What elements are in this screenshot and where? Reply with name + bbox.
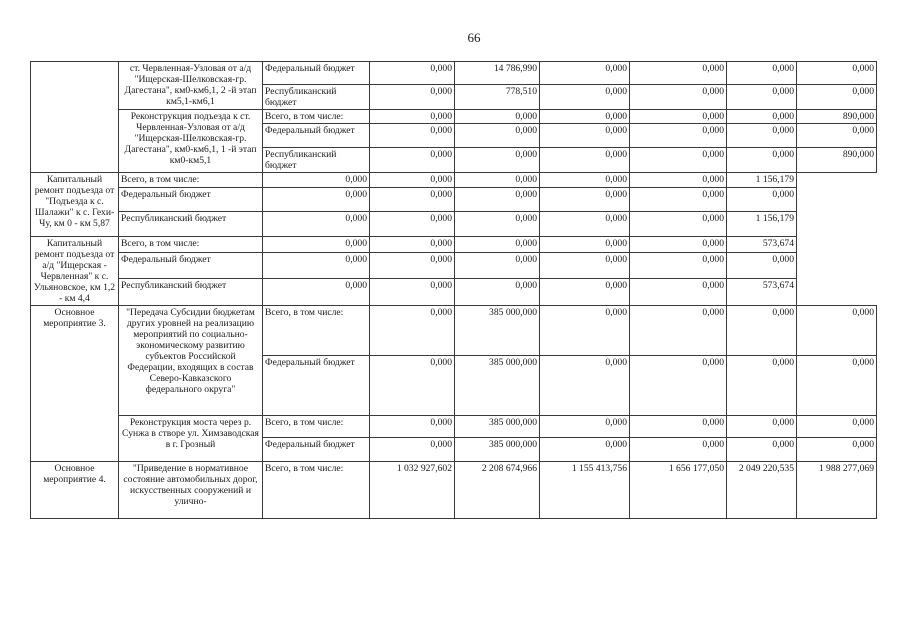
activity-name-cell: "Передача Субсидии бюджетам других уровней на реализацию мероприятий по социально-экономическому развитию субъектов Российской Федерации, входящих в состав Северо-Кавказского федерального округа" xyxy=(119,306,263,416)
funding-source-cell: Всего, в том числе: xyxy=(119,173,263,188)
funding-source-cell: Федеральный бюджет xyxy=(263,124,370,148)
value-col-2: 778,510 xyxy=(455,85,540,110)
value-col-2: 0,000 xyxy=(370,253,455,279)
funding-source-cell: Всего, в том числе: xyxy=(263,110,370,124)
value-col-1: 0,000 xyxy=(263,253,370,279)
value-col-4: 0,000 xyxy=(630,110,727,124)
value-col-4: 0,000 xyxy=(630,62,727,85)
funding-source-cell: Республиканский бюджет xyxy=(263,85,370,110)
value-col-4: 0,000 xyxy=(540,212,630,237)
value-col-1: 0,000 xyxy=(263,188,370,212)
funding-source-cell: Федеральный бюджет xyxy=(263,438,370,462)
value-col-3: 0,000 xyxy=(455,173,540,188)
value-col-6: 0,000 xyxy=(797,62,877,85)
value-col-4: 1 656 177,050 xyxy=(630,462,727,519)
value-col-5: 0,000 xyxy=(630,253,727,279)
activity-name-cell: "Приведение в нормативное состояние автомобильных дорог, искусственных сооружений и улично- xyxy=(119,462,263,519)
table-row xyxy=(31,110,877,124)
funding-source-cell: Всего, в том числе: xyxy=(263,416,370,438)
value-col-2: 0,000 xyxy=(455,124,540,148)
value-col-1: 0,000 xyxy=(370,148,455,173)
value-col-5: 2 049 220,535 xyxy=(727,462,797,519)
page-number: 66 xyxy=(467,30,481,45)
value-col-1: 0,000 xyxy=(263,279,370,306)
value-col-2: 0,000 xyxy=(370,212,455,237)
value-col-1: 1 032 927,602 xyxy=(370,462,455,519)
value-col-1: 0,000 xyxy=(370,124,455,148)
value-col-5: 0,000 xyxy=(727,124,797,148)
activity-name-cell: Капитальный ремонт подъезда от "Подъезда к с. Шалажи" к с. Гехи-Чу, км 0 - км 5,87 xyxy=(31,173,119,237)
value-col-3: 0,000 xyxy=(455,188,540,212)
value-col-3: 0,000 xyxy=(455,212,540,237)
funding-source-cell: Федеральный бюджет xyxy=(119,188,263,212)
value-col-5: 0,000 xyxy=(727,110,797,124)
activity-name-cell: Реконструкция подъезда к ст. Червленная-Узловая от а/д "Ищерская-Шелковская-гр. Дагестана", км0-км6,1, 1 -й этап км0-км5,1 xyxy=(119,110,263,173)
value-col-6: 0,000 xyxy=(797,416,877,438)
value-col-3: 0,000 xyxy=(455,279,540,306)
value-col-1: 0,000 xyxy=(263,237,370,253)
value-col-1: 0,000 xyxy=(370,62,455,85)
value-col-3: 0,000 xyxy=(540,85,630,110)
table-row xyxy=(31,253,877,279)
funding-source-cell: Республиканский бюджет xyxy=(119,212,263,237)
funding-source-cell: Федеральный бюджет xyxy=(263,62,370,85)
value-col-2: 385 000,000 xyxy=(455,438,540,462)
table-row xyxy=(31,173,877,188)
funding-source-cell: Всего, в том числе: xyxy=(263,462,370,519)
value-col-3: 0,000 xyxy=(540,62,630,85)
funding-source-cell: Федеральный бюджет xyxy=(119,253,263,279)
value-col-3: 0,000 xyxy=(455,237,540,253)
value-col-1: 0,000 xyxy=(370,110,455,124)
value-col-4: 0,000 xyxy=(540,188,630,212)
value-col-6: 0,000 xyxy=(797,124,877,148)
value-col-5: 0,000 xyxy=(727,62,797,85)
main-activity-cell: Основное мероприятие 3. xyxy=(31,306,119,462)
table-row xyxy=(31,416,877,438)
value-col-1: 0,000 xyxy=(370,85,455,110)
value-col-5: 0,000 xyxy=(630,237,727,253)
value-col-5: 0,000 xyxy=(727,85,797,110)
value-col-4: 0,000 xyxy=(630,148,727,173)
value-col-4: 0,000 xyxy=(540,253,630,279)
table-row xyxy=(31,306,877,356)
value-col-5: 0,000 xyxy=(630,188,727,212)
value-col-3: 0,000 xyxy=(540,306,630,356)
value-col-6: 0,000 xyxy=(797,438,877,462)
table-row xyxy=(31,237,877,253)
funding-source-cell: Всего, в том числе: xyxy=(119,237,263,253)
value-col-6: 890,000 xyxy=(797,148,877,173)
value-col-6: 0,000 xyxy=(797,85,877,110)
value-col-2: 0,000 xyxy=(370,188,455,212)
value-col-5: 0,000 xyxy=(630,212,727,237)
value-col-4: 0,000 xyxy=(630,306,727,356)
value-col-2: 385 000,000 xyxy=(455,356,540,416)
value-col-5: 0,000 xyxy=(727,416,797,438)
funding-source-cell: Республиканский бюджет xyxy=(119,279,263,306)
value-col-4: 0,000 xyxy=(630,416,727,438)
value-col-2: 0,000 xyxy=(455,148,540,173)
value-col-5: 0,000 xyxy=(727,148,797,173)
value-col-6: 0,000 xyxy=(727,253,797,279)
table-row xyxy=(31,212,877,237)
value-col-2: 0,000 xyxy=(370,279,455,306)
activity-name-cell: Реконструкция моста через р. Сунжа в створе ул. Химзаводская в г. Грозный xyxy=(119,416,263,462)
value-col-2: 385 000,000 xyxy=(455,306,540,356)
main-activity-cell xyxy=(31,62,119,173)
value-col-3: 0,000 xyxy=(540,416,630,438)
value-col-6: 1 988 277,069 xyxy=(797,462,877,519)
value-col-4: 0,000 xyxy=(540,279,630,306)
value-col-3: 0,000 xyxy=(540,356,630,416)
value-col-3: 0,000 xyxy=(455,253,540,279)
value-col-1: 0,000 xyxy=(370,438,455,462)
value-col-4: 0,000 xyxy=(630,85,727,110)
value-col-1: 0,000 xyxy=(370,416,455,438)
funding-source-cell: Федеральный бюджет xyxy=(263,356,370,416)
value-col-2: 0,000 xyxy=(370,237,455,253)
value-col-6: 890,000 xyxy=(797,110,877,124)
main-activity-cell: Основное мероприятие 4. xyxy=(31,462,119,519)
value-col-3: 1 155 413,756 xyxy=(540,462,630,519)
value-col-3: 0,000 xyxy=(540,438,630,462)
value-col-2: 385 000,000 xyxy=(455,416,540,438)
value-col-2: 14 786,990 xyxy=(455,62,540,85)
value-col-5: 0,000 xyxy=(630,279,727,306)
value-col-5: 0,000 xyxy=(630,173,727,188)
value-col-1: 0,000 xyxy=(263,212,370,237)
value-col-4: 0,000 xyxy=(630,356,727,416)
value-col-3: 0,000 xyxy=(540,110,630,124)
value-col-3: 0,000 xyxy=(540,124,630,148)
value-col-6: 0,000 xyxy=(797,356,877,416)
value-col-6: 1 156,179 xyxy=(727,173,797,188)
value-col-4: 0,000 xyxy=(630,438,727,462)
value-col-2: 0,000 xyxy=(455,110,540,124)
table-row xyxy=(31,188,877,212)
value-col-6: 573,674 xyxy=(727,237,797,253)
table-row xyxy=(31,279,877,306)
value-col-6: 573,674 xyxy=(727,279,797,306)
funding-source-cell: Всего, в том числе: xyxy=(263,306,370,356)
table-row xyxy=(31,462,877,519)
value-col-2: 2 208 674,966 xyxy=(455,462,540,519)
value-col-6: 1 156,179 xyxy=(727,212,797,237)
value-col-1: 0,000 xyxy=(370,356,455,416)
budget-table xyxy=(30,61,877,519)
value-col-2: 0,000 xyxy=(370,173,455,188)
value-col-4: 0,000 xyxy=(540,173,630,188)
value-col-5: 0,000 xyxy=(727,438,797,462)
value-col-5: 0,000 xyxy=(727,306,797,356)
activity-name-cell: Капитальный ремонт подъезда от а/д "Ищерская - Червленная" к с. Ульяновское, км 1,2 - км 4,4 xyxy=(31,237,119,306)
value-col-4: 0,000 xyxy=(540,237,630,253)
value-col-4: 0,000 xyxy=(630,124,727,148)
value-col-3: 0,000 xyxy=(540,148,630,173)
funding-source-cell: Республиканский бюджет xyxy=(263,148,370,173)
value-col-1: 0,000 xyxy=(370,306,455,356)
value-col-6: 0,000 xyxy=(797,306,877,356)
table-row xyxy=(31,62,877,85)
value-col-1: 0,000 xyxy=(263,173,370,188)
activity-name-cell: ст. Червленная-Узловая от а/д "Ищерская-Шелковская-гр. Дагестана", км0-км6,1, 2 -й этап км5,1-км6,1 xyxy=(119,62,263,110)
value-col-6: 0,000 xyxy=(727,188,797,212)
value-col-5: 0,000 xyxy=(727,356,797,416)
